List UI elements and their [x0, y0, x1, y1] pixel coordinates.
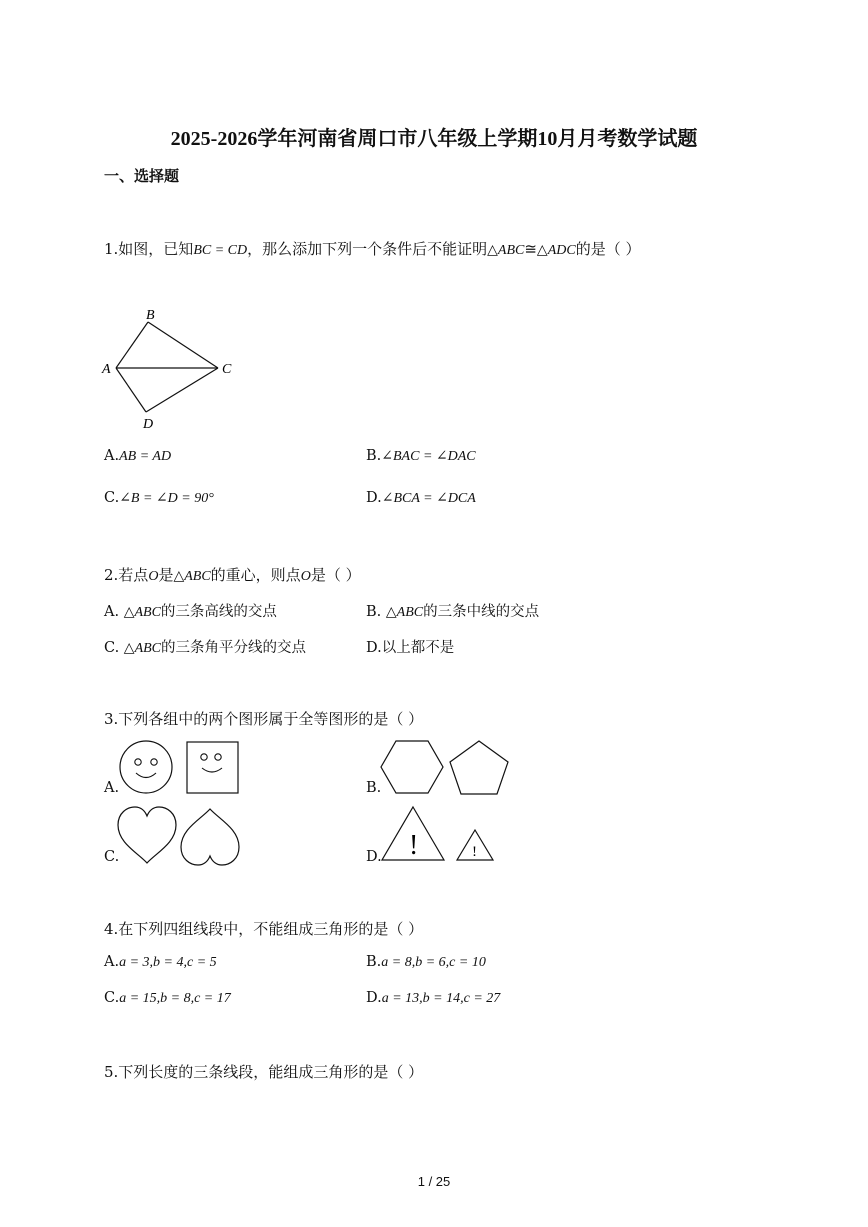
page-number: 1 / 25 — [417, 1174, 451, 1189]
option-letter: A. — [104, 604, 124, 620]
q1-congruent-symbol: ≅ — [524, 240, 537, 258]
section-heading: 一、选择题 — [104, 167, 180, 185]
q1-quadrilateral-figure — [98, 300, 248, 435]
question-3-stem: 3.下列各组中的两个图形属于全等图形的是（ ） — [104, 710, 424, 728]
q2-suffix: 是（ ） — [310, 566, 361, 584]
q2-mid2: 的重心，则点 — [210, 566, 301, 584]
q1-triangle-abc: △ABC — [487, 243, 525, 258]
q2-point-o: O — [148, 569, 159, 584]
option-letter: D. — [366, 990, 382, 1006]
q1-triangle-adc: △ADC — [536, 243, 576, 258]
inverted-heart-icon — [181, 809, 239, 865]
segment-bc — [148, 322, 218, 368]
q2-triangle: △ABC — [173, 569, 211, 584]
q3-option-c-label: C. — [104, 849, 120, 865]
q2-option-d: D.以上都不是 — [366, 640, 455, 656]
option-math: △ABC — [385, 605, 424, 620]
option-math: a = 8,b = 6,c = 10 — [381, 955, 486, 970]
exclamation-large-icon: ! — [409, 830, 419, 861]
q1-mid: ，那么添加下列一个条件后不能证明 — [247, 240, 488, 258]
option-text: 的三条角平分线的交点 — [161, 640, 307, 656]
smiley-square-icon — [187, 742, 238, 793]
q3-option-b-label: B. — [366, 780, 382, 796]
segment-ad — [116, 368, 146, 412]
eye-icon — [215, 754, 221, 760]
q2-option-c — [104, 636, 306, 657]
question-5-stem: 5.下列长度的三条线段，能组成三角形的是（ ） — [104, 1063, 424, 1081]
segment-dc — [146, 368, 218, 412]
q3-option-d-label: D. — [366, 849, 382, 865]
q4-option-c — [104, 990, 231, 1007]
q3-option-d-figure — [380, 804, 500, 864]
q2-option-b — [366, 600, 539, 621]
option-letter: C. — [104, 990, 120, 1006]
option-letter: B. — [366, 604, 386, 620]
option-letter: B. — [366, 448, 382, 464]
eye-icon — [135, 759, 141, 765]
q1-option-b — [366, 448, 476, 465]
q4-option-d — [366, 990, 500, 1007]
smiley-circle-icon — [120, 741, 172, 793]
option-math: ∠BCA = ∠DCA — [381, 491, 476, 506]
option-math: a = 15,b = 8,c = 17 — [119, 991, 231, 1006]
option-letter: D. — [366, 490, 382, 506]
q2-mid: 是 — [158, 566, 174, 584]
option-math: AB = AD — [119, 449, 172, 464]
q1-option-d — [366, 490, 476, 507]
page-title: 2025-2026学年河南省周口市八年级上学期10月月考数学试题 — [170, 128, 698, 150]
q4-option-b — [366, 954, 486, 971]
q2-point-o-2: O — [300, 569, 311, 584]
q4-option-a — [104, 954, 217, 971]
option-text: 的三条高线的交点 — [160, 604, 277, 620]
option-letter: B. — [366, 954, 382, 970]
option-math: ∠BAC = ∠DAC — [381, 449, 476, 464]
eye-icon — [201, 754, 207, 760]
option-text: 的三条中线的交点 — [423, 604, 540, 620]
label-a: A — [102, 362, 111, 377]
label-d: D — [143, 417, 154, 432]
q3-option-c-figure — [116, 805, 244, 867]
option-letter: A. — [104, 448, 120, 464]
smile-icon — [202, 768, 222, 772]
q3-option-b-figure — [380, 739, 512, 797]
option-math: ∠B = ∠D = 90° — [119, 491, 214, 506]
option-math: a = 13,b = 14,c = 27 — [381, 991, 501, 1006]
option-letter: A. — [104, 954, 120, 970]
q2-prefix: 2.若点 — [104, 566, 149, 584]
q1-prefix: 1.如图，已知 — [104, 240, 194, 258]
pentagon-icon — [450, 741, 508, 794]
q1-condition: BC = CD — [193, 243, 248, 258]
option-math: a = 3,b = 4,c = 5 — [119, 955, 217, 970]
label-c: C — [222, 362, 232, 377]
q2-option-a — [104, 600, 277, 621]
label-b: B — [146, 308, 155, 323]
option-letter: C. — [104, 490, 120, 506]
q3-option-a-label: A. — [104, 780, 120, 796]
q1-suffix: 的是（ ） — [575, 240, 641, 258]
q1-option-a — [104, 448, 171, 465]
question-2-stem — [104, 564, 361, 585]
eye-icon — [151, 759, 157, 765]
exclamation-small-icon: ! — [472, 844, 477, 860]
segment-ab — [116, 322, 148, 368]
hexagon-icon — [381, 741, 443, 793]
option-math: △ABC — [123, 641, 162, 656]
q1-option-c — [104, 490, 214, 507]
question-4-stem: 4.在下列四组线段中，不能组成三角形的是（ ） — [104, 920, 424, 938]
question-1-stem — [104, 238, 640, 259]
option-letter: C. — [104, 640, 124, 656]
heart-icon — [118, 807, 176, 863]
smile-icon — [136, 773, 156, 778]
option-math: △ABC — [123, 605, 161, 620]
q3-option-a-figure — [118, 740, 242, 796]
